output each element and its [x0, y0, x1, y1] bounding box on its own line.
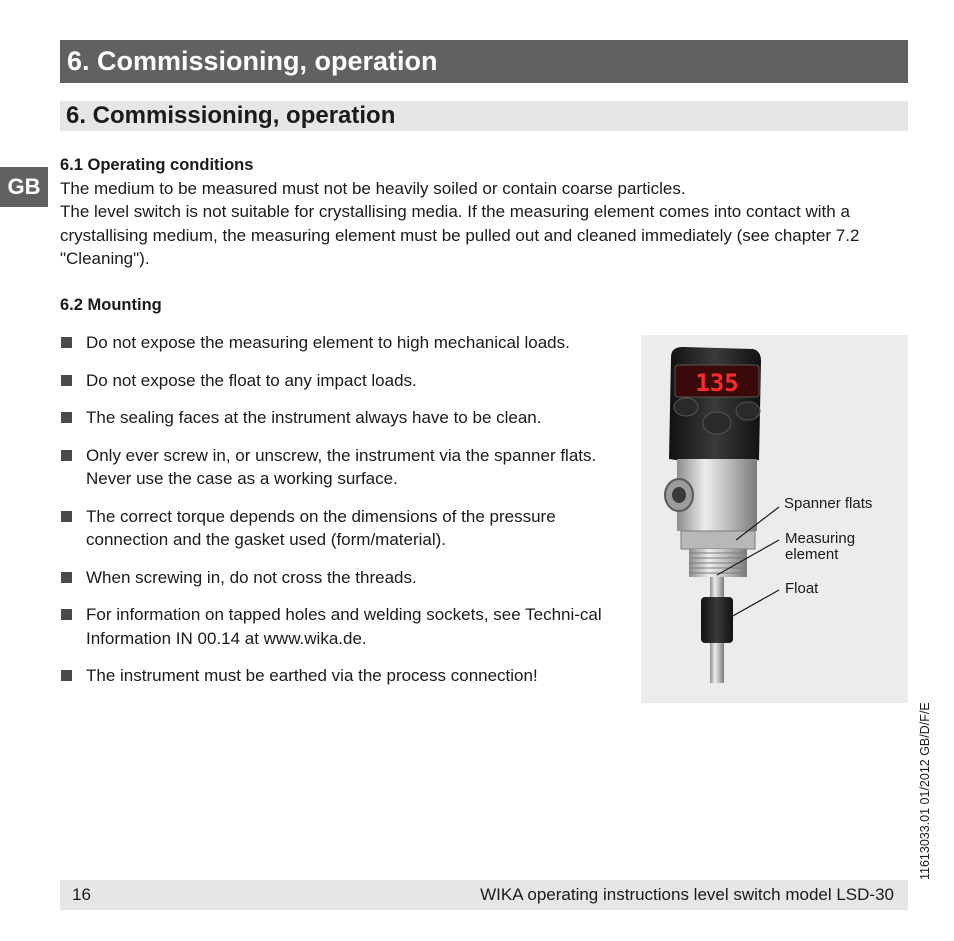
chapter-title: 6. Commissioning, operation — [67, 46, 438, 76]
language-tab: GB — [0, 167, 48, 207]
page-number: 16 — [72, 885, 91, 904]
list-item: The sealing faces at the instrument always have to be clean. — [60, 406, 630, 430]
display-value: 135 — [695, 369, 739, 397]
list-item: For information on tapped holes and welding sockets, see Techni-cal Information IN 00.14 at www.wika.de. — [60, 603, 630, 650]
footer-title: WIKA operating instructions level switch model LSD-30 — [480, 885, 894, 904]
bullet-square-icon — [61, 572, 72, 583]
paragraph-medium: The medium to be measured must not be heavily soiled or contain coarse particles. — [60, 179, 686, 198]
button-enter-icon — [703, 412, 731, 434]
list-item: The instrument must be earthed via the process connection! — [60, 664, 630, 688]
list-item: Only ever screw in, or unscrew, the instrument via the spanner flats. Never use the case as a working surface. — [60, 444, 630, 491]
list-item: Do not expose the measuring element to high mechanical loads. — [60, 331, 630, 355]
bullet-square-icon — [61, 337, 72, 348]
section-title-bar — [60, 101, 908, 131]
section-title: 6. Commissioning, operation — [66, 102, 396, 129]
list-item: When screwing in, do not cross the threads. — [60, 566, 630, 590]
footer-bar — [60, 880, 908, 910]
label-spanner-flats: Spanner flats — [784, 495, 873, 512]
bullet-square-icon — [61, 670, 72, 681]
button-left-icon — [674, 398, 698, 416]
button-right-icon — [736, 402, 760, 420]
bullet-square-icon — [61, 375, 72, 386]
heading-mounting: 6.2 Mounting — [60, 296, 162, 314]
label-measuring-element-1: Measuring — [785, 530, 856, 547]
label-float: Float — [785, 580, 819, 597]
bullet-square-icon — [61, 511, 72, 522]
list-item: The correct torque depends on the dimensions of the pressure connection and the gasket used (form/material). — [60, 505, 630, 552]
bullet-square-icon — [61, 450, 72, 461]
bullet-square-icon — [61, 609, 72, 620]
connector-pins-icon — [672, 487, 686, 503]
level-switch-illustration — [641, 335, 908, 703]
label-measuring-element-2: element — [785, 546, 839, 563]
paragraph-crystallising: The level switch is not suitable for crystallising media. If the measuring element comes into contact with a crystallising medium, the measuring element must be pulled out and cleaned immediately (see chapter 7.2 "Cleaning"). — [60, 202, 860, 268]
document-code: 11613033.01 01/2012 GB/D/F/E — [918, 702, 932, 880]
leader-line-float — [731, 590, 779, 617]
heading-operating-conditions: 6.1 Operating conditions — [60, 156, 254, 174]
mounting-bullet-list — [60, 331, 630, 688]
instrument-figure — [641, 335, 908, 703]
float — [701, 597, 733, 643]
chapter-title-bar — [60, 40, 908, 83]
list-item: Do not expose the float to any impact loads. — [60, 369, 630, 393]
bullet-square-icon — [61, 412, 72, 423]
